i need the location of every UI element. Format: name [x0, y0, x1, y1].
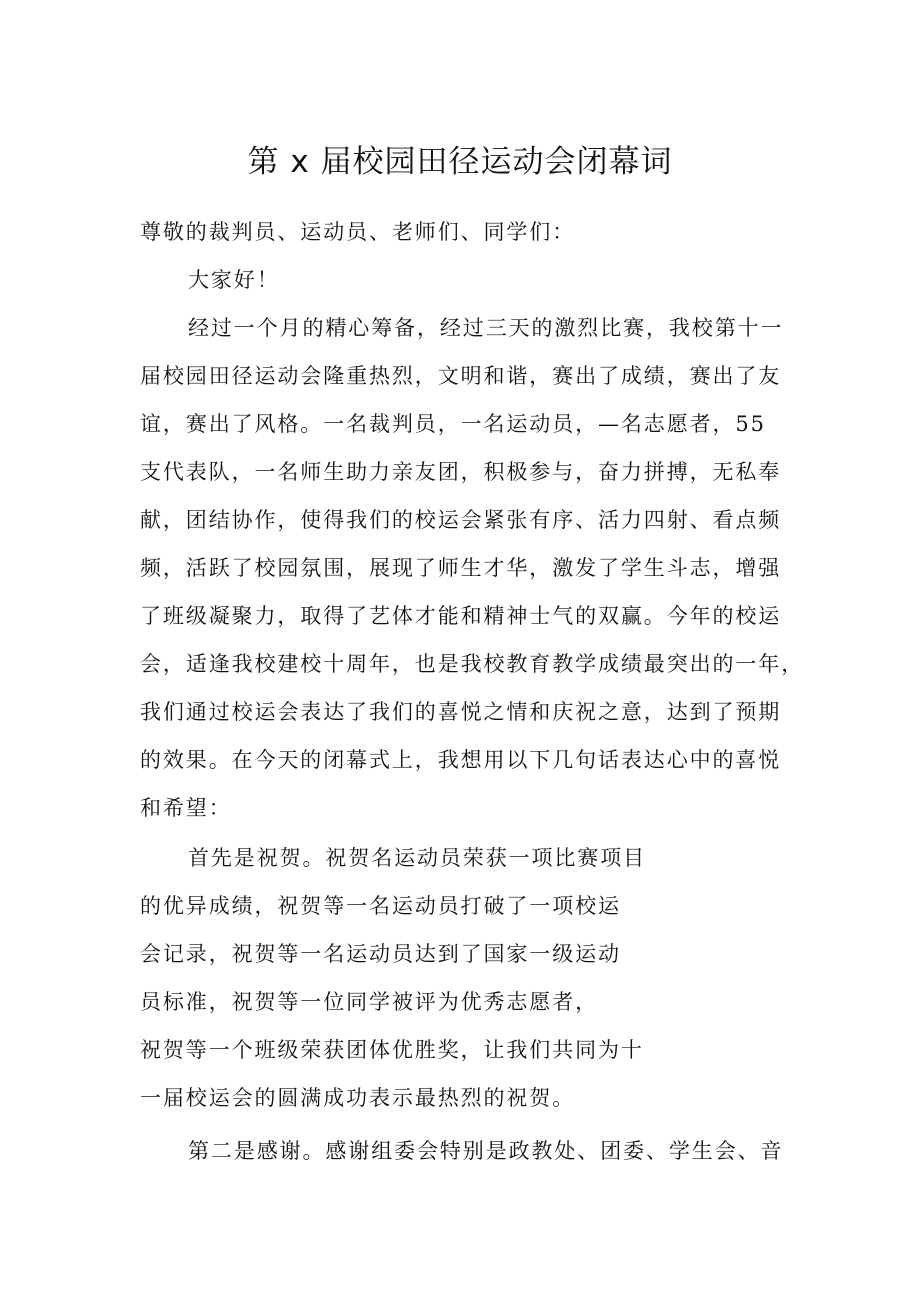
paragraph-1-line: 献，团结协作，使得我们的校运会紧张有序、活力四射、看点频: [140, 508, 782, 532]
salutation-line: 尊敬的裁判员、运动员、老师们、同学们：: [140, 220, 576, 244]
paragraph-1-line: 我们通过校运会表达了我们的喜悦之情和庆祝之意，达到了预期: [140, 700, 782, 724]
paragraph-2-line: 首先是祝贺。祝贺名运动员荣获一项比赛项目: [188, 846, 646, 870]
paragraph-2-line: 会记录，祝贺等一名运动员达到了国家一级运动: [140, 942, 621, 966]
paragraph-1-line: 经过一个月的精心筹备，经过三天的激烈比赛，我校第十一: [188, 316, 784, 340]
paragraph-1-line: 会，适逢我校建校十周年，也是我校教育教学成绩最突出的一年，: [140, 652, 805, 676]
document-title: 第 x 届校园田径运动会闭幕词: [247, 144, 673, 180]
paragraph-1-line: 了班级凝聚力，取得了艺体才能和精神士气的双赢。今年的校运: [140, 604, 782, 628]
paragraph-3-line: 第二是感谢。感谢组委会特别是政教处、团委、学生会、音: [188, 1139, 784, 1163]
paragraph-2-line: 祝贺等一个班级荣获团体优胜奖，让我们共同为十: [140, 1038, 644, 1062]
paragraph-2-line: 一届校运会的圆满成功表示最热烈的祝贺。: [140, 1086, 576, 1110]
paragraph-2-line: 的优异成绩，祝贺等一名运动员打破了一项校运: [140, 894, 621, 918]
paragraph-2-line: 员标准，祝贺等一位同学被评为优秀志愿者，: [140, 990, 598, 1014]
paragraph-1-line: 频，活跃了校园氛围，展现了师生才华，激发了学生斗志，增强: [140, 556, 782, 580]
paragraph-1-line: 谊，赛出了风格。一名裁判员，一名运动员，—名志愿者，55: [140, 412, 766, 436]
paragraph-1-line: 届校园田径运动会隆重热烈，文明和谐，赛出了成绩，赛出了友: [140, 364, 782, 388]
paragraph-1-line: 的效果。在今天的闭幕式上，我想用以下几句话表达心中的喜悦: [140, 748, 782, 772]
paragraph-1-line: 支代表队，一名师生助力亲友团，积极参与，奋力拼搏，无私奉: [140, 460, 782, 484]
greeting-line: 大家好！: [188, 268, 280, 292]
paragraph-1-line: 和希望：: [140, 796, 232, 820]
